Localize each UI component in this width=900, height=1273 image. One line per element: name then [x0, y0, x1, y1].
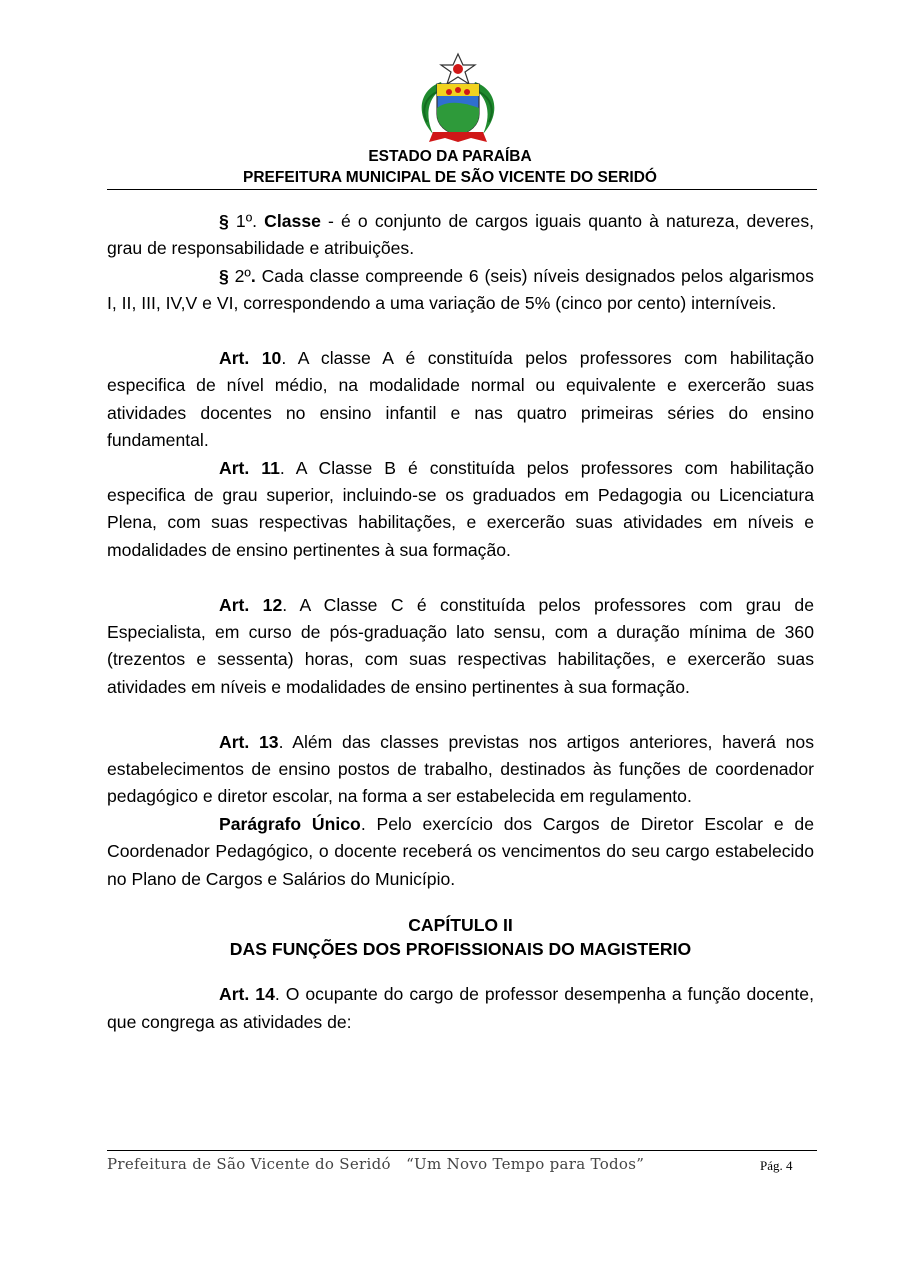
- article-text: . A Classe B é constituída pelos professores com habilitação especifica de grau superior, incluindo-se os graduados em Pedagogia ou Licenciatura Plena, com suas respectivas habilitações, e exercerão suas atividades em níveis e modalidades de ensino pertinentes à sua formação.: [107, 457, 814, 560]
- article-10: [107, 345, 814, 455]
- article-12: [107, 592, 814, 702]
- municipality-heading: PREFEITURA MUNICIPAL DE SÃO VICENTE DO SERIDÓ: [243, 169, 657, 186]
- paragraph-text: - é o conjunto de cargos iguais quanto à natureza, deveres, grau de responsabilidade e atribuições.: [107, 211, 815, 259]
- article-text: . A classe A é constituída pelos professores com habilitação especifica de nível médio, na modalidade normal ou equivalente e exercerão suas atividades docentes no ensino infantil e nas quatro primeiras séries do ensino fundamental.: [107, 348, 814, 451]
- section-symbol: §: [219, 211, 229, 231]
- paragraph-unico: [107, 811, 814, 893]
- paragraph-1: [107, 208, 814, 263]
- paragraph-number: 1º.: [228, 211, 265, 231]
- paragraph-text: Cada classe compreende 6 (seis) níveis designados pelos algarismos I, II, III, IV,V e VI, correspondendo a uma variação de 5% (cinco por cento) interníveis.: [107, 265, 814, 314]
- article-14: [107, 981, 814, 1036]
- article-13: [107, 729, 814, 811]
- state-heading: ESTADO DA PARAÍBA: [368, 148, 532, 165]
- page-number: Pág. 4: [760, 1158, 793, 1173]
- footer-divider: [107, 1150, 817, 1151]
- footer-municipality: Prefeitura de São Vicente do Seridó: [107, 1155, 391, 1173]
- article-label: Art. 14: [219, 984, 275, 1005]
- chapter-subtitle: DAS FUNÇÕES DOS PROFISSIONAIS DO MAGISTERIO: [229, 939, 692, 960]
- section-symbol: §: [219, 265, 229, 286]
- paragraph-2: [107, 263, 814, 318]
- footer-slogan: “Um Novo Tempo para Todos”: [406, 1155, 645, 1173]
- article-label: Art. 13: [219, 731, 279, 752]
- article-label: Art. 12: [219, 594, 283, 615]
- header-divider: [107, 189, 817, 190]
- paragraph-term: Classe: [264, 211, 321, 231]
- paragraph-text: . Pelo exercício dos Cargos de Diretor Escolar e de Coordenador Pedagógico, o docente receberá os vencimentos do seu cargo estabelecido no Plano de Cargos e Salários do Município.: [107, 813, 814, 889]
- article-11: [107, 455, 814, 565]
- article-label: Art. 10: [219, 348, 282, 369]
- article-text: . Além das classes previstas nos artigos anteriores, haverá nos estabelecimentos de ensino postos de trabalho, destinados às funções de coordenador pedagógico e diretor escolar, na forma a ser estabelecida em regulamento.: [107, 731, 814, 807]
- paragraph-label: Parágrafo Único: [219, 813, 361, 834]
- article-text: . A Classe C é constituída pelos professores com grau de Especialista, em curso de pós-graduação lato sensu, com a duração mínima de 360 (trezentos e sessenta) horas, com suas respectivas habilitações, e exercerão suas atividades em níveis e modalidades de ensino pertinentes à sua formação.: [107, 594, 815, 697]
- paragraph-term: .: [250, 265, 256, 286]
- coat-of-arms-emblem: [411, 52, 505, 146]
- article-label: Art. 11: [219, 457, 280, 478]
- article-text: . O ocupante do cargo de professor desempenha a função docente, que congrega as atividades de:: [107, 984, 814, 1032]
- document-body: [107, 208, 814, 1036]
- paragraph-number: 2º: [228, 265, 251, 286]
- chapter-title: CAPÍTULO II: [408, 915, 513, 936]
- footer-text: [107, 1155, 644, 1173]
